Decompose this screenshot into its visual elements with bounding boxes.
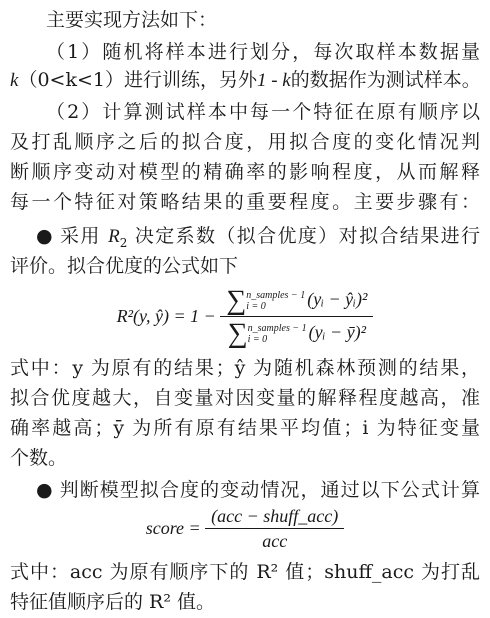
score-formula-numerator: (acc − shuff_acc) (211, 506, 339, 526)
sum-symbol: ∑ (227, 318, 248, 349)
step1-line-2 (10, 66, 480, 95)
var-R: R (108, 226, 120, 247)
bullet2-line-1 (36, 476, 480, 504)
sum-upper: n_samples − 1 (247, 322, 307, 334)
explain1-line-2 (10, 384, 480, 412)
explain1-text-2: 拟合优度越大，自变量对因变量的解释程度越高，准 (10, 387, 480, 409)
r2-formula-fraction (220, 284, 373, 349)
bullet1-line-2 (10, 252, 480, 280)
bullet1-text-c: 评价。拟合优度的公式如下 (10, 255, 239, 277)
step1-line-1 (46, 38, 480, 66)
step2-line-1 (46, 98, 480, 126)
step2-line-3 (10, 158, 480, 186)
step1-text-1: （1）随机将样本进行划分，每次取样本数据量 (46, 41, 480, 63)
explain2-text-2: 特征值顺序后的 R² 值。 (10, 591, 216, 613)
explain1-line-1 (10, 354, 480, 382)
explain2-line-1 (10, 558, 480, 586)
bullet2-text: 判断模型拟合度的变动情况，通过以下公式计算 (59, 479, 480, 501)
sum-lower: i = 0 (247, 333, 268, 345)
bullet1-text-a: 采用 (59, 225, 101, 247)
step1-text-2: 进行训练，另外 (123, 69, 257, 91)
sum-lower: i = 0 (246, 300, 266, 312)
expr-1-minus-k: 1 - k (256, 70, 291, 91)
explain1-line-4 (10, 444, 480, 472)
explain2-text-1: 式中：acc 为原有顺序下的 R² 值；shuff_acc 为打乱 (10, 561, 480, 583)
score-formula-fraction (205, 504, 344, 553)
score-formula (0, 504, 490, 553)
sum-upper: n_samples − 1 (246, 289, 306, 301)
step2-text-2: 及打乱顺序之后的拟合度，用拟合度的变化情况判 (10, 131, 480, 153)
sum-limits (246, 290, 305, 312)
score-formula-lhs: score = (145, 518, 201, 538)
explain1-text-1: 式中：y 为原有的结果；ŷ 为随机森林预测的结果， (10, 357, 480, 379)
r2-formula-lhs: R²(y, ŷ) = 1 − (116, 306, 216, 326)
explain1-line-3 (10, 414, 480, 442)
step1-text-3: 的数据作为测试样本。 (290, 69, 481, 91)
bullet-icon: ● (36, 479, 54, 501)
step2-line-2 (10, 128, 480, 156)
intro-line (46, 6, 480, 34)
step2-text-3: 断顺序变动对模型的精确率的影响程度，从而解释 (10, 161, 480, 183)
score-formula-denominator: acc (262, 531, 288, 551)
numerator-term: (yᵢ − ŷᵢ)² (307, 289, 368, 309)
explain2-line-2 (10, 588, 480, 616)
r2-formula-denominator (220, 317, 373, 349)
step2-line-4 (10, 188, 480, 216)
step2-text-1: （2）计算测试样本中每一个特征在原有顺序以 (46, 101, 480, 123)
bullet1-text-b: 决定系数（拟合优度）对拟合结果进行 (134, 225, 480, 247)
sum-limits (248, 323, 307, 345)
var-k: k (10, 70, 19, 91)
bullet-icon: ● (36, 225, 54, 247)
denominator-term: (yᵢ − ȳ)² (308, 322, 366, 342)
r2-formula (0, 284, 490, 349)
k-condition: （0<k<1） (18, 69, 124, 91)
intro-text: 主要实现方法如下： (46, 9, 218, 31)
sum-symbol: ∑ (226, 285, 247, 316)
step2-text-4: 每一个特征对策略结果的重要程度。主要步骤有： (10, 191, 480, 213)
var-R-subscript: 2 (119, 235, 128, 250)
r2-formula-numerator (220, 284, 373, 316)
explain1-text-3: 确率越高；ȳ 为所有原有结果平均值；i 为特征变量 (10, 417, 480, 439)
explain1-text-4: 个数。 (10, 447, 68, 469)
